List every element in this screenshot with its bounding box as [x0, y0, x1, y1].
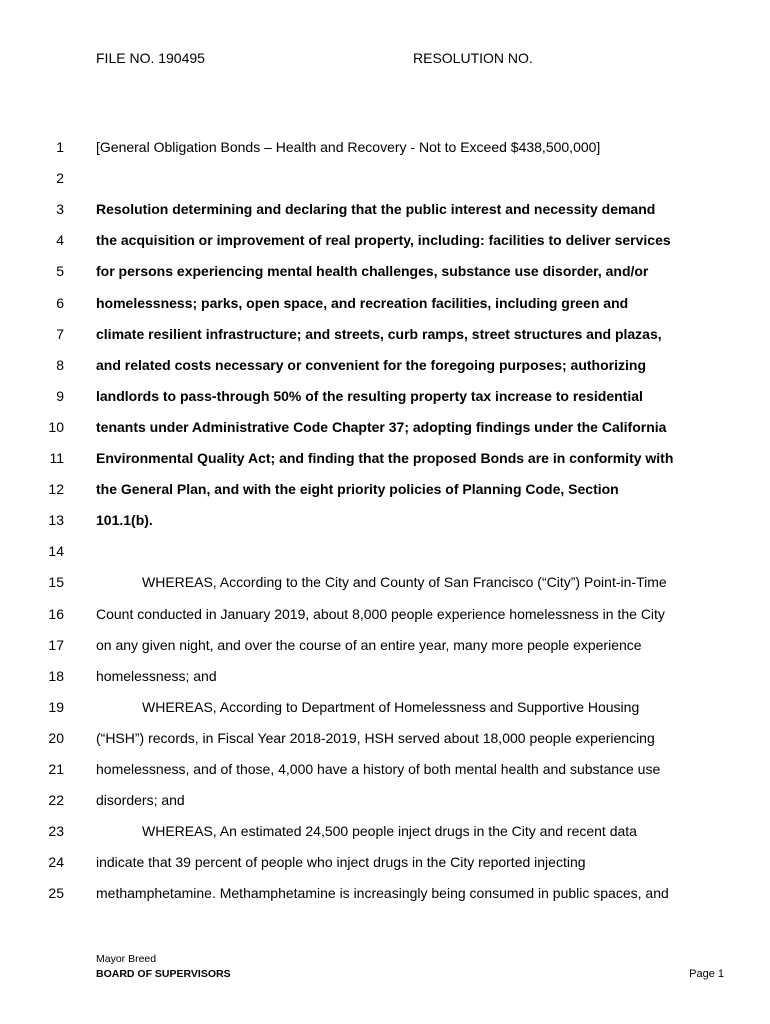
- document-line: [0, 505, 770, 536]
- line-number: 13: [48, 512, 64, 529]
- line-number: 2: [56, 170, 64, 187]
- line-text: indicate that 39 percent of people who inject drugs in the City reported injecting: [96, 854, 586, 871]
- line-number: 21: [48, 761, 64, 777]
- footer-sponsor: Mayor Breed: [96, 953, 157, 965]
- line-text: and related costs necessary or convenient for the foregoing purposes; authorizing: [96, 356, 646, 373]
- line-text: (“HSH”) records, in Fiscal Year 2018-2019, HSH served about 18,000 people experiencing: [96, 729, 655, 746]
- document-line: [0, 288, 770, 319]
- document-line: [0, 319, 770, 350]
- document-line: [0, 847, 770, 878]
- document-line: [0, 754, 770, 785]
- line-number: 15: [48, 574, 64, 591]
- document-line: [0, 536, 770, 567]
- line-number: 9: [56, 387, 64, 404]
- file-number: FILE NO. 190495: [96, 50, 205, 66]
- document-line: [0, 661, 770, 692]
- document-line: [0, 412, 770, 443]
- line-number: 12: [48, 481, 64, 498]
- line-number: 22: [48, 792, 64, 809]
- line-text: Environmental Quality Act; and finding that the proposed Bonds are in conformity with: [96, 450, 674, 466]
- document-line: [0, 350, 770, 381]
- line-text: WHEREAS, According to the City and County of San Francisco (“City”) Point-in-Time: [142, 574, 667, 591]
- line-text: the General Plan, and with the eight priority policies of Planning Code, Section: [96, 481, 619, 498]
- line-text: Count conducted in January 2019, about 8,000 people experience homelessness in the City: [96, 605, 665, 622]
- footer: [96, 952, 231, 982]
- line-number: 18: [48, 667, 64, 684]
- document-line: [0, 132, 770, 163]
- document-line: [0, 723, 770, 754]
- resolution-number: RESOLUTION NO.: [413, 50, 533, 66]
- line-text: 101.1(b).: [96, 512, 153, 529]
- line-number: 3: [56, 201, 64, 218]
- line-number: 19: [48, 698, 64, 715]
- line-text: disorders; and: [96, 792, 185, 809]
- line-text: homelessness, and of those, 4,000 have a history of both mental health and substance use: [96, 761, 661, 777]
- line-number: 23: [48, 823, 64, 840]
- page-number: Page 1: [689, 968, 724, 980]
- line-number: 17: [48, 636, 64, 653]
- document-line: [0, 163, 770, 194]
- document-line: [0, 878, 770, 909]
- document-line: [0, 816, 770, 847]
- line-number: 4: [56, 232, 64, 249]
- line-number: 6: [56, 294, 64, 311]
- document-line: [0, 630, 770, 661]
- line-number: 14: [48, 543, 64, 560]
- line-text: landlords to pass-through 50% of the resulting property tax increase to residential: [96, 387, 643, 404]
- document-line: [0, 474, 770, 505]
- line-text: climate resilient infrastructure; and streets, curb ramps, street structures and plazas,: [96, 325, 662, 342]
- line-number: 10: [48, 418, 64, 435]
- document-line: [0, 567, 770, 598]
- line-text: Resolution determining and declaring that the public interest and necessity demand: [96, 201, 656, 218]
- line-text: homelessness; parks, open space, and recreation facilities, including green and: [96, 294, 629, 311]
- line-number: 7: [56, 325, 64, 342]
- line-text: methamphetamine. Methamphetamine is increasingly being consumed in public spaces, and: [96, 885, 669, 902]
- document-line: [0, 785, 770, 816]
- line-text: on any given night, and over the course of an entire year, many more people experience: [96, 636, 642, 653]
- document-line: [0, 692, 770, 723]
- document-line: [0, 599, 770, 630]
- line-text: WHEREAS, An estimated 24,500 people inject drugs in the City and recent data: [142, 823, 637, 840]
- document-line: [0, 256, 770, 287]
- line-text: [General Obligation Bonds – Health and Recovery - Not to Exceed $438,500,000]: [96, 139, 601, 155]
- line-text: the acquisition or improvement of real property, including: facilities to deliver services: [96, 232, 671, 249]
- document-line: [0, 443, 770, 474]
- line-number: 24: [48, 854, 64, 871]
- line-number: 5: [56, 263, 64, 280]
- document-line: [0, 194, 770, 225]
- line-text: tenants under Administrative Code Chapter 37; adopting findings under the California: [96, 418, 667, 435]
- document-line: [0, 225, 770, 256]
- line-number: 11: [49, 450, 64, 466]
- line-text: homelessness; and: [96, 667, 217, 684]
- line-number: 8: [56, 356, 64, 373]
- document-line: [0, 381, 770, 412]
- line-number: 16: [48, 605, 64, 622]
- line-text: WHEREAS, According to Department of Homelessness and Supportive Housing: [142, 698, 640, 715]
- footer-board: BOARD OF SUPERVISORS: [96, 968, 231, 980]
- line-number: 20: [48, 729, 64, 746]
- line-text: for persons experiencing mental health challenges, substance use disorder, and/or: [96, 263, 649, 280]
- line-number: 25: [48, 885, 64, 902]
- line-number: 1: [56, 139, 64, 155]
